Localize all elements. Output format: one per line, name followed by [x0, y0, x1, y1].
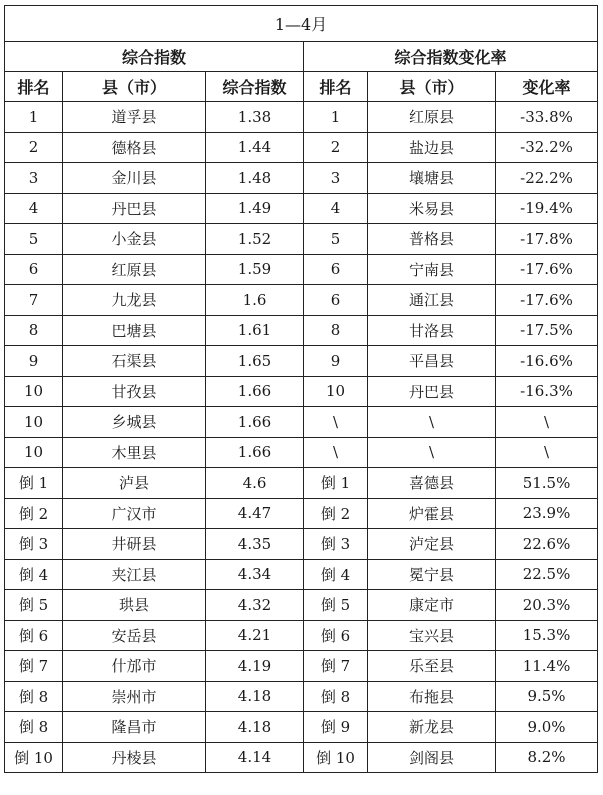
cell-rank-left: 倒 6 — [5, 620, 63, 651]
cell-county-left: 夹江县 — [63, 559, 206, 590]
cell-index-value: 4.47 — [206, 498, 304, 529]
cell-county-right: 炉霍县 — [368, 498, 496, 529]
cell-index-value: 1.59 — [206, 254, 304, 285]
table-row — [5, 559, 598, 590]
ranking-table — [4, 5, 598, 773]
table-row — [5, 132, 598, 163]
cell-change-rate: 23.9% — [496, 498, 598, 529]
cell-rank-left: 9 — [5, 346, 63, 377]
cell-rank-left: 倒 7 — [5, 651, 63, 682]
cell-index-value: 4.14 — [206, 742, 304, 773]
cell-county-left: 红原县 — [63, 254, 206, 285]
cell-county-right: 红原县 — [368, 102, 496, 133]
cell-rank-right: 倒 2 — [304, 498, 368, 529]
cell-index-value: 1.61 — [206, 315, 304, 346]
cell-county-left: 金川县 — [63, 163, 206, 194]
col-header-rank-left: 排名 — [5, 72, 63, 102]
table-row — [5, 468, 598, 499]
ranking-document — [4, 5, 598, 773]
cell-rank-left: 10 — [5, 407, 63, 438]
cell-index-value: 1.66 — [206, 407, 304, 438]
cell-index-value: 4.34 — [206, 559, 304, 590]
cell-index-value: 4.6 — [206, 468, 304, 499]
cell-county-right: \ — [368, 437, 496, 468]
cell-rank-right: 6 — [304, 285, 368, 316]
cell-rank-left: 倒 3 — [5, 529, 63, 560]
cell-county-left: 泸县 — [63, 468, 206, 499]
table-row — [5, 498, 598, 529]
cell-rank-right: 倒 4 — [304, 559, 368, 590]
table-row — [5, 712, 598, 743]
cell-county-left: 什邡市 — [63, 651, 206, 682]
cell-county-right: 泸定县 — [368, 529, 496, 560]
cell-change-rate: 9.5% — [496, 681, 598, 712]
table-row — [5, 285, 598, 316]
cell-rank-right: \ — [304, 437, 368, 468]
cell-county-left: 德格县 — [63, 132, 206, 163]
cell-rank-right: 倒 8 — [304, 681, 368, 712]
cell-index-value: 1.52 — [206, 224, 304, 255]
cell-county-right: 甘洛县 — [368, 315, 496, 346]
cell-county-right: 康定市 — [368, 590, 496, 621]
cell-change-rate: -33.8% — [496, 102, 598, 133]
cell-index-value: 1.6 — [206, 285, 304, 316]
table-row — [5, 407, 598, 438]
cell-county-right: 冕宁县 — [368, 559, 496, 590]
cell-county-right: 丹巴县 — [368, 376, 496, 407]
table-row — [5, 529, 598, 560]
cell-change-rate: -19.4% — [496, 193, 598, 224]
cell-county-right: 喜德县 — [368, 468, 496, 499]
cell-rank-right: 倒 7 — [304, 651, 368, 682]
col-header-rank-right: 排名 — [304, 72, 368, 102]
cell-county-left: 广汉市 — [63, 498, 206, 529]
cell-index-value: 4.18 — [206, 712, 304, 743]
cell-rank-right: 倒 10 — [304, 742, 368, 773]
table-row — [5, 254, 598, 285]
cell-change-rate: \ — [496, 407, 598, 438]
cell-county-right: \ — [368, 407, 496, 438]
cell-change-rate: 51.5% — [496, 468, 598, 499]
cell-index-value: 1.44 — [206, 132, 304, 163]
cell-change-rate: 11.4% — [496, 651, 598, 682]
cell-rank-right: 倒 6 — [304, 620, 368, 651]
cell-rank-right: 倒 9 — [304, 712, 368, 743]
group-header-change-rate: 综合指数变化率 — [304, 42, 598, 72]
cell-index-value: 4.18 — [206, 681, 304, 712]
cell-rank-left: 10 — [5, 376, 63, 407]
table-row — [5, 193, 598, 224]
cell-rank-left: 倒 1 — [5, 468, 63, 499]
cell-county-left: 安岳县 — [63, 620, 206, 651]
cell-index-value: 1.66 — [206, 437, 304, 468]
cell-change-rate: -22.2% — [496, 163, 598, 194]
cell-index-value: 4.19 — [206, 651, 304, 682]
cell-change-rate: -17.5% — [496, 315, 598, 346]
cell-rank-right: 10 — [304, 376, 368, 407]
cell-county-right: 通江县 — [368, 285, 496, 316]
cell-county-left: 小金县 — [63, 224, 206, 255]
cell-rank-left: 6 — [5, 254, 63, 285]
cell-rank-right: 9 — [304, 346, 368, 377]
cell-county-left: 丹巴县 — [63, 193, 206, 224]
cell-change-rate: 20.3% — [496, 590, 598, 621]
cell-rank-right: \ — [304, 407, 368, 438]
cell-index-value: 4.32 — [206, 590, 304, 621]
cell-index-value: 1.66 — [206, 376, 304, 407]
table-row — [5, 346, 598, 377]
cell-rank-left: 倒 8 — [5, 681, 63, 712]
cell-rank-left: 3 — [5, 163, 63, 194]
cell-index-value: 1.48 — [206, 163, 304, 194]
table-row — [5, 620, 598, 651]
cell-county-left: 崇州市 — [63, 681, 206, 712]
cell-rank-right: 1 — [304, 102, 368, 133]
cell-change-rate: -16.6% — [496, 346, 598, 377]
cell-county-left: 隆昌市 — [63, 712, 206, 743]
cell-county-right: 剑阁县 — [368, 742, 496, 773]
cell-county-right: 壤塘县 — [368, 163, 496, 194]
cell-change-rate: 22.5% — [496, 559, 598, 590]
cell-rank-right: 5 — [304, 224, 368, 255]
cell-rank-right: 倒 1 — [304, 468, 368, 499]
col-header-index: 综合指数 — [206, 72, 304, 102]
table-row — [5, 102, 598, 133]
table-title: 1—4月 — [5, 6, 598, 42]
cell-rank-right: 倒 3 — [304, 529, 368, 560]
column-header-row — [5, 72, 598, 102]
cell-rank-left: 5 — [5, 224, 63, 255]
cell-county-left: 巴塘县 — [63, 315, 206, 346]
cell-rank-left: 8 — [5, 315, 63, 346]
col-header-county-left: 县（市） — [63, 72, 206, 102]
cell-change-rate: -17.6% — [496, 285, 598, 316]
cell-county-right: 盐边县 — [368, 132, 496, 163]
cell-change-rate: -32.2% — [496, 132, 598, 163]
cell-index-value: 1.65 — [206, 346, 304, 377]
table-row — [5, 651, 598, 682]
cell-county-left: 九龙县 — [63, 285, 206, 316]
group-header-row — [5, 42, 598, 72]
cell-change-rate: -17.8% — [496, 224, 598, 255]
cell-county-right: 新龙县 — [368, 712, 496, 743]
cell-rank-right: 8 — [304, 315, 368, 346]
table-row — [5, 681, 598, 712]
cell-county-right: 平昌县 — [368, 346, 496, 377]
table-row — [5, 376, 598, 407]
cell-index-value: 1.49 — [206, 193, 304, 224]
cell-county-right: 宝兴县 — [368, 620, 496, 651]
group-header-index: 综合指数 — [5, 42, 304, 72]
cell-rank-right: 3 — [304, 163, 368, 194]
cell-rank-right: 4 — [304, 193, 368, 224]
cell-rank-left: 倒 2 — [5, 498, 63, 529]
cell-change-rate: -17.6% — [496, 254, 598, 285]
cell-county-left: 甘孜县 — [63, 376, 206, 407]
cell-county-right: 乐至县 — [368, 651, 496, 682]
table-row — [5, 742, 598, 773]
cell-rank-right: 倒 5 — [304, 590, 368, 621]
table-title-row — [5, 6, 598, 42]
cell-change-rate: -16.3% — [496, 376, 598, 407]
cell-county-left: 珙县 — [63, 590, 206, 621]
cell-county-right: 布拖县 — [368, 681, 496, 712]
cell-county-left: 石渠县 — [63, 346, 206, 377]
cell-rank-right: 6 — [304, 254, 368, 285]
col-header-change-rate: 变化率 — [496, 72, 598, 102]
cell-rank-left: 倒 5 — [5, 590, 63, 621]
cell-change-rate: \ — [496, 437, 598, 468]
cell-index-value: 1.38 — [206, 102, 304, 133]
cell-county-left: 井研县 — [63, 529, 206, 560]
cell-county-left: 木里县 — [63, 437, 206, 468]
cell-rank-left: 倒 8 — [5, 712, 63, 743]
cell-rank-left: 2 — [5, 132, 63, 163]
cell-change-rate: 15.3% — [496, 620, 598, 651]
col-header-county-right: 县（市） — [368, 72, 496, 102]
cell-change-rate: 9.0% — [496, 712, 598, 743]
cell-rank-left: 10 — [5, 437, 63, 468]
cell-index-value: 4.21 — [206, 620, 304, 651]
cell-rank-right: 2 — [304, 132, 368, 163]
table-row — [5, 437, 598, 468]
cell-rank-left: 7 — [5, 285, 63, 316]
cell-county-left: 乡城县 — [63, 407, 206, 438]
table-row — [5, 224, 598, 255]
cell-county-left: 丹棱县 — [63, 742, 206, 773]
cell-change-rate: 8.2% — [496, 742, 598, 773]
cell-county-right: 普格县 — [368, 224, 496, 255]
cell-rank-left: 倒 10 — [5, 742, 63, 773]
cell-county-right: 米易县 — [368, 193, 496, 224]
table-row — [5, 163, 598, 194]
cell-rank-left: 1 — [5, 102, 63, 133]
table-row — [5, 590, 598, 621]
cell-change-rate: 22.6% — [496, 529, 598, 560]
cell-rank-left: 4 — [5, 193, 63, 224]
cell-index-value: 4.35 — [206, 529, 304, 560]
cell-rank-left: 倒 4 — [5, 559, 63, 590]
cell-county-left: 道孚县 — [63, 102, 206, 133]
table-row — [5, 315, 598, 346]
cell-county-right: 宁南县 — [368, 254, 496, 285]
